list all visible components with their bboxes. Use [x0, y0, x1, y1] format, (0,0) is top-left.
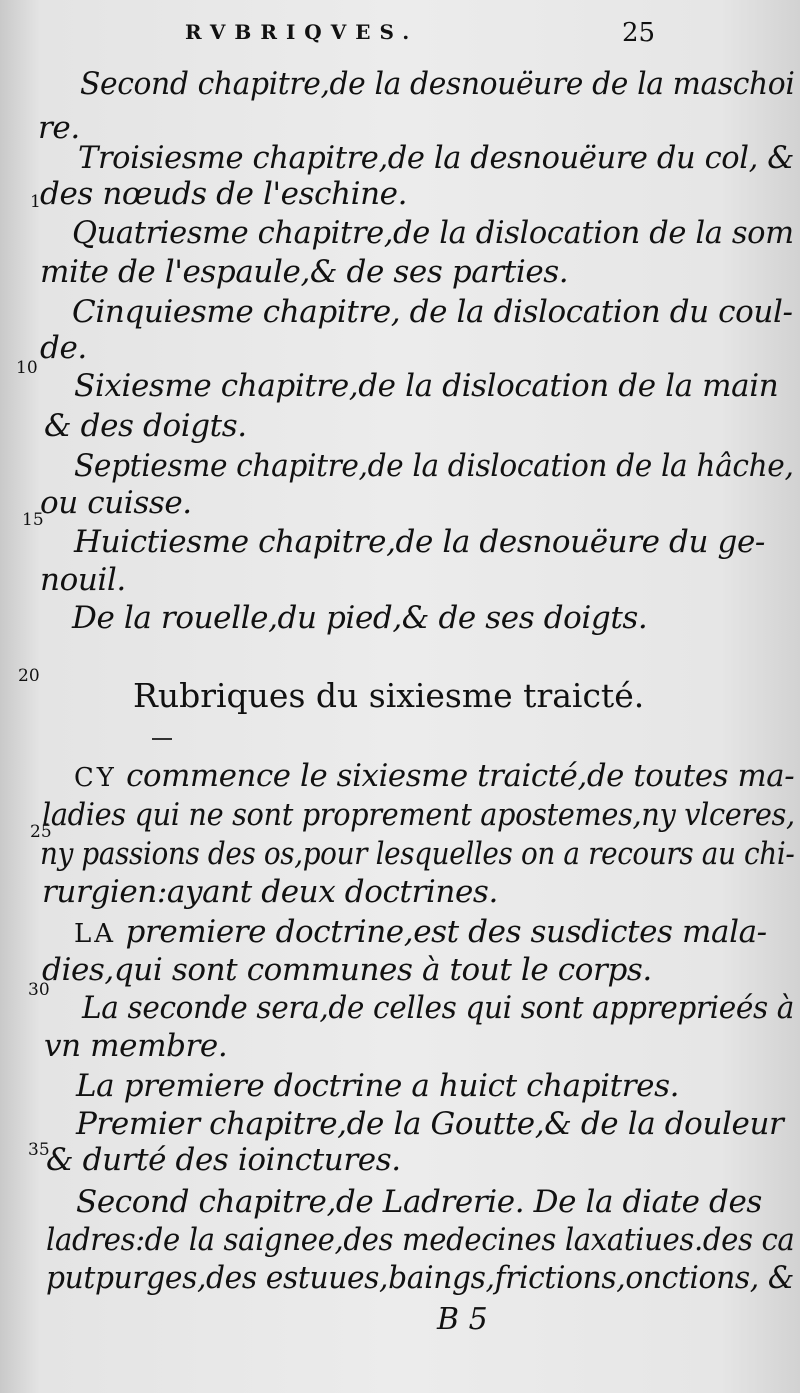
- text-line: Cinquiesme chapitre, de la dislocation du coul-: [72, 294, 793, 330]
- line-rest: premiere doctrine,est des susdictes mala-: [116, 914, 767, 950]
- text-line: Huictiesme chapitre,de la desnouëure du ge-: [74, 524, 765, 560]
- small-caps-opening: LA: [74, 919, 117, 949]
- text-line: mite de l'espaule,& de ses parties.: [40, 254, 569, 290]
- small-caps-opening: CY: [74, 763, 117, 793]
- text-line: Septiesme chapitre,de la dislocation de la hâche,: [74, 448, 794, 484]
- text-line: Premier chapitre,de la Goutte,& de la douleur: [76, 1106, 784, 1142]
- text-line: des nœuds de l'eschine.: [40, 176, 408, 212]
- margin-line-number: 30: [28, 980, 50, 1000]
- running-title: RVBRIQVES.: [185, 20, 419, 44]
- text-line: [74, 758, 794, 794]
- text-line: Second chapitre,de la desnouëure de la maschoi: [80, 66, 795, 102]
- text-line: De la rouelle,du pied,& de ses doigts.: [72, 600, 648, 636]
- text-line: La premiere doctrine a huict chapitres.: [76, 1068, 680, 1104]
- text-line: La seconde sera,de celles qui sont appreprieés à: [82, 990, 795, 1026]
- section-heading: Rubriques du sixiesme traicté.: [133, 676, 645, 715]
- text-line: nouil.: [40, 562, 126, 598]
- text-line: rurgien:ayant deux doctrines.: [42, 874, 498, 910]
- signature-mark: B 5: [437, 1302, 488, 1337]
- text-line: putpurges,des estuues,baings,frictions,onctions, &: [46, 1260, 794, 1296]
- text-line: Troisiesme chapitre,de la desnouëure du col, &: [78, 140, 794, 176]
- text-line: vn membre.: [44, 1028, 228, 1064]
- text-line: re.: [38, 110, 80, 146]
- text-line: Second chapitre,de Ladrerie. De la diate des: [76, 1184, 762, 1220]
- heading-rule: [152, 738, 172, 740]
- margin-line-number: 1: [30, 192, 41, 212]
- text-line: dies,qui sont communes à tout le corps.: [42, 952, 652, 988]
- margin-line-number: 15: [22, 510, 44, 530]
- page-number: 25: [622, 18, 656, 48]
- margin-line-number: 20: [18, 666, 40, 686]
- text-line: ladres:de la saignee,des medecines laxatiues.des ca: [46, 1222, 795, 1258]
- text-line: & durté des ioinctures.: [46, 1142, 401, 1178]
- text-line: [74, 914, 767, 950]
- text-line: Quatriesme chapitre,de la dislocation de la som: [72, 215, 794, 251]
- text-line: ladies qui ne sont proprement apostemes,ny vlceres,: [42, 797, 795, 833]
- text-line: ou cuisse.: [40, 485, 192, 521]
- margin-line-number: 25: [30, 822, 52, 842]
- text-line: de.: [40, 330, 87, 366]
- text-line: ny passions des os,pour lesquelles on a recours au chi-: [40, 836, 795, 872]
- margin-line-number: 35: [28, 1140, 50, 1160]
- margin-line-number: 10: [16, 358, 38, 378]
- text-line: & des doigts.: [44, 408, 247, 444]
- text-line: Sixiesme chapitre,de la dislocation de la main: [74, 368, 779, 404]
- line-rest: commence le sixiesme traicté,de toutes ma-: [116, 758, 795, 794]
